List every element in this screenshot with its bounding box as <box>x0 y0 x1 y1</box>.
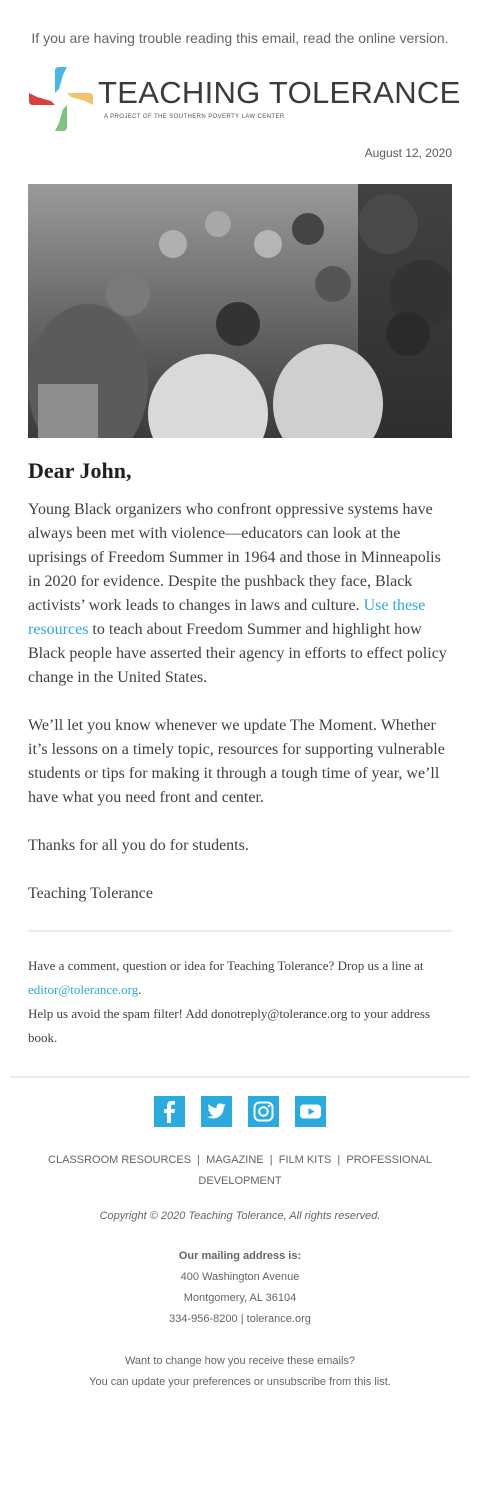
address-street: 400 Washington Avenue <box>180 1271 300 1283</box>
address-phone-site <box>0 1309 480 1330</box>
contact-line-2: Help us avoid the spam filter! Add donotreply@tolerance.org to your address book. <box>28 1006 430 1045</box>
hero-image[interactable] <box>28 184 452 438</box>
phone-number: 334-956-8200 <box>169 1313 238 1325</box>
contact-line-1 <box>28 954 452 1002</box>
hands-logo-icon <box>28 66 94 132</box>
footer-link-film-kits[interactable]: FILM KITS <box>278 1154 332 1166</box>
address-separator: | <box>240 1313 244 1325</box>
footer-divider <box>10 1076 470 1078</box>
logo-title: TEACHING TOLERANCE <box>98 75 461 110</box>
preheader <box>0 0 480 50</box>
greeting: Dear John, <box>28 458 132 483</box>
body-paragraph-1 <box>28 498 452 690</box>
preheader-text[interactable]: If you are having trouble reading this email, read the online version. <box>31 30 449 46</box>
email-preferences <box>0 1351 480 1393</box>
address-heading: Our mailing address is: <box>178 1250 302 1262</box>
mailing-address <box>0 1246 480 1330</box>
copyright: Copyright © 2020 Teaching Tolerance, All rights reserved. <box>99 1210 381 1222</box>
editor-email-link[interactable]: editor@tolerance.org <box>28 982 139 997</box>
body-copy <box>28 498 452 906</box>
prefs-line-2 <box>0 1372 480 1393</box>
social-links <box>0 1096 480 1128</box>
prefs-line-1: Want to change how you receive these emails? <box>124 1355 356 1367</box>
body-paragraph-2: We’ll let you know whenever we update The Moment. Whether it’s lessons on a timely topic, resources for supporting vulnerable students or tips for making it through a tough time of year, we’ll have what you need front and center. <box>28 717 445 806</box>
unsubscribe-link[interactable]: unsubscribe from this list <box>266 1376 388 1388</box>
prefs-text: . <box>387 1376 391 1388</box>
body-text: to teach about Freedom Summer and highlight how Black people have asserted their agency in efforts to effect policy change in the United States. <box>28 621 447 686</box>
issue-date: August 12, 2020 <box>364 146 452 160</box>
contact-text: Have a comment, question or idea for Teaching Tolerance? Drop us a line at <box>28 958 424 973</box>
logo[interactable] <box>28 66 480 136</box>
update-preferences-link[interactable]: update your preferences <box>131 1376 251 1388</box>
instagram-icon[interactable] <box>248 1096 279 1127</box>
prefs-text: or <box>250 1376 267 1388</box>
facebook-icon[interactable] <box>154 1096 185 1127</box>
signature: Teaching Tolerance <box>28 885 153 902</box>
twitter-icon[interactable] <box>201 1096 232 1127</box>
body-text: Young Black organizers who confront oppressive systems have always been met with violence—educators can look at the uprisings of Freedom Summer in 1964 and those in Minneapolis in 2020 for evidence. Despite the pushback they face, Black activists’ work leads to changes in laws and culture. <box>28 501 441 614</box>
logo-subtitle: A PROJECT OF THE SOUTHERN POVERTY LAW CENTER <box>104 114 285 120</box>
footer-link-professional-development[interactable]: PROFESSIONAL DEVELOPMENT <box>198 1154 432 1187</box>
footer-link-magazine[interactable]: MAGAZINE <box>206 1154 264 1166</box>
footer-separator: | <box>197 1154 201 1166</box>
footer-separator: | <box>269 1154 273 1166</box>
resources-link[interactable]: Use these resources <box>28 597 426 638</box>
website-link[interactable]: tolerance.org <box>246 1313 311 1325</box>
footer-separator: | <box>337 1154 341 1166</box>
period: . <box>138 982 142 997</box>
contact-info <box>28 954 452 1050</box>
prefs-text: You can <box>89 1376 132 1388</box>
youtube-icon[interactable] <box>295 1096 326 1127</box>
divider <box>28 930 452 932</box>
footer-links <box>40 1150 440 1192</box>
address-city: Montgomery, AL 36104 <box>183 1292 297 1304</box>
footer-link-classroom-resources[interactable]: CLASSROOM RESOURCES <box>48 1154 192 1166</box>
body-paragraph-3: Thanks for all you do for students. <box>28 837 249 854</box>
hero-photo <box>28 184 452 438</box>
